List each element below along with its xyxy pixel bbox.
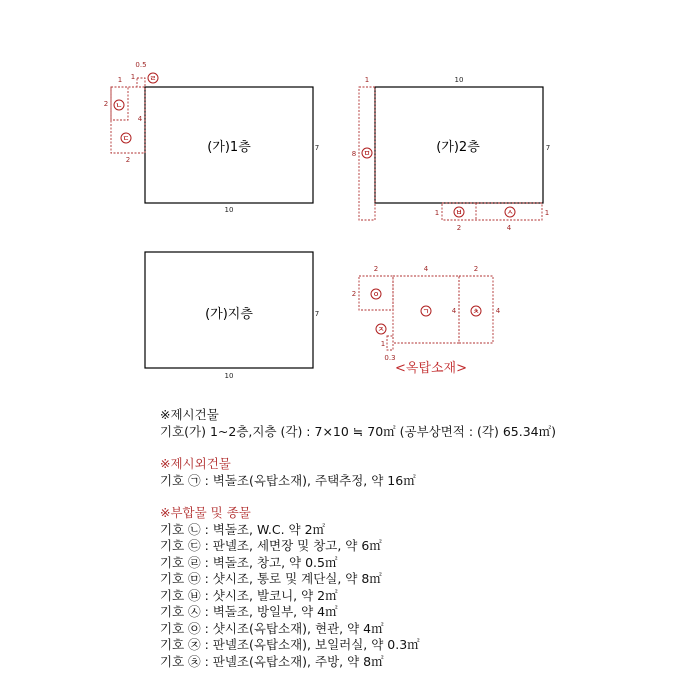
marker-badge: [505, 207, 515, 217]
dim-text: 7: [314, 310, 320, 318]
legend-item: 기호 ㉦ : 벽돌조, 방일부, 약 4㎡: [160, 604, 338, 619]
marker-badge: [121, 133, 131, 143]
presented-building-line: 기호(가) 1~2층,지층 (각) : 7×10 ≒ 70㎡ (공부상면적 : (각) 65.34㎡): [160, 423, 557, 439]
legend-item: 기호 ㉥ : 샷시조, 발코니, 약 2㎡: [160, 587, 338, 603]
second-floor-label: (가)2층: [436, 140, 480, 155]
legend: [160, 407, 660, 670]
basement-label: (가)지층: [205, 307, 253, 322]
legend-item: 기호 ㉠ : 벽돌조(옥탑소재), 주택추정, 약 16㎡: [160, 472, 416, 488]
annex-a-outline: [137, 78, 145, 87]
legend-item: 기호 ㉤ : 샷시조, 통로 및 계단실, 약 8㎡: [160, 571, 382, 586]
section-title-accessories: ※부합물 및 종물: [160, 505, 251, 520]
dim-text: 7: [314, 144, 320, 152]
dim-text: 2: [473, 265, 479, 273]
rooftop-j-outline: [387, 336, 393, 350]
section-title-presented-building: ※제시건물: [160, 407, 219, 422]
ground-floor-label: (가)1층: [207, 140, 251, 155]
svg-text:ㅂ: ㅂ: [455, 208, 463, 217]
svg-text:ㅁ: ㅁ: [363, 149, 371, 158]
basement-plan: [145, 252, 319, 380]
second-floor-plan: [352, 76, 550, 232]
svg-text:ㄴ: ㄴ: [115, 101, 123, 110]
ground-floor-plan: [104, 61, 319, 214]
rooftop-title: <옥탑소재>: [394, 361, 468, 376]
dim-text: 1: [117, 76, 123, 84]
svg-text:ㄱ: ㄱ: [422, 307, 430, 316]
dim-text: 4: [506, 224, 512, 232]
marker-badge: [371, 289, 381, 299]
dim-text: 10: [454, 76, 464, 84]
svg-text:ㅊ: ㅊ: [472, 307, 480, 316]
dim-text: 8: [351, 150, 357, 158]
dim-text: 0.3: [384, 354, 396, 362]
legend-item: 기호 ㉢ : 판넬조, 세면장 및 창고, 약 6㎡: [160, 538, 382, 553]
svg-text:ㅈ: ㅈ: [377, 325, 385, 334]
legend-item: 기호 ㉡ : 벽돌조, W.C. 약 2㎡: [160, 521, 326, 537]
marker-badge: [148, 73, 158, 83]
marker-badge: [114, 100, 124, 110]
section-title-other-buildings: ※제시외건물: [160, 456, 231, 471]
dim-text: 10: [224, 372, 234, 380]
svg-text:ㅇ: ㅇ: [372, 290, 380, 299]
legend-item: 기호 ㉩ : 판넬조(옥탑소재), 주방, 약 8㎡: [160, 653, 384, 669]
svg-text:ㄹ: ㄹ: [149, 74, 157, 83]
legend-item: 기호 ㉧ : 샷시조(옥탑소재), 현관, 약 4㎡: [160, 620, 384, 636]
dim-text: 1: [544, 209, 550, 217]
dim-text: 10: [224, 206, 234, 214]
svg-text:ㄷ: ㄷ: [122, 134, 130, 143]
dim-text: 4: [495, 307, 501, 315]
legend-item: 기호 ㉣ : 벽돌조, 창고, 약 0.5㎡: [160, 554, 338, 570]
marker-badge: [376, 324, 386, 334]
dim-text: 4: [137, 115, 143, 123]
dim-text: 1: [380, 340, 386, 348]
marker-badge: [471, 306, 481, 316]
svg-text:ㅅ: ㅅ: [506, 208, 514, 217]
dim-text: 1: [434, 209, 440, 217]
dim-text: 2: [125, 156, 131, 164]
dim-text: 1: [364, 76, 370, 84]
dim-text: 0.5: [135, 61, 147, 69]
rooftop-plan: [352, 265, 501, 376]
dim-text: 4: [423, 265, 429, 273]
dim-text: 4: [451, 307, 457, 315]
dim-text: 7: [545, 144, 551, 152]
dim-text: 2: [103, 100, 109, 108]
dim-text: 2: [373, 265, 379, 273]
dim-text: 2: [351, 290, 357, 298]
marker-badge: [362, 148, 372, 158]
dim-text: 1: [130, 73, 136, 81]
dim-text: 2: [456, 224, 462, 232]
legend-item: 기호 ㉨ : 판넬조(옥탑소재), 보일러실, 약 0.3㎡: [160, 637, 420, 652]
marker-badge: [454, 207, 464, 217]
marker-badge: [421, 306, 431, 316]
